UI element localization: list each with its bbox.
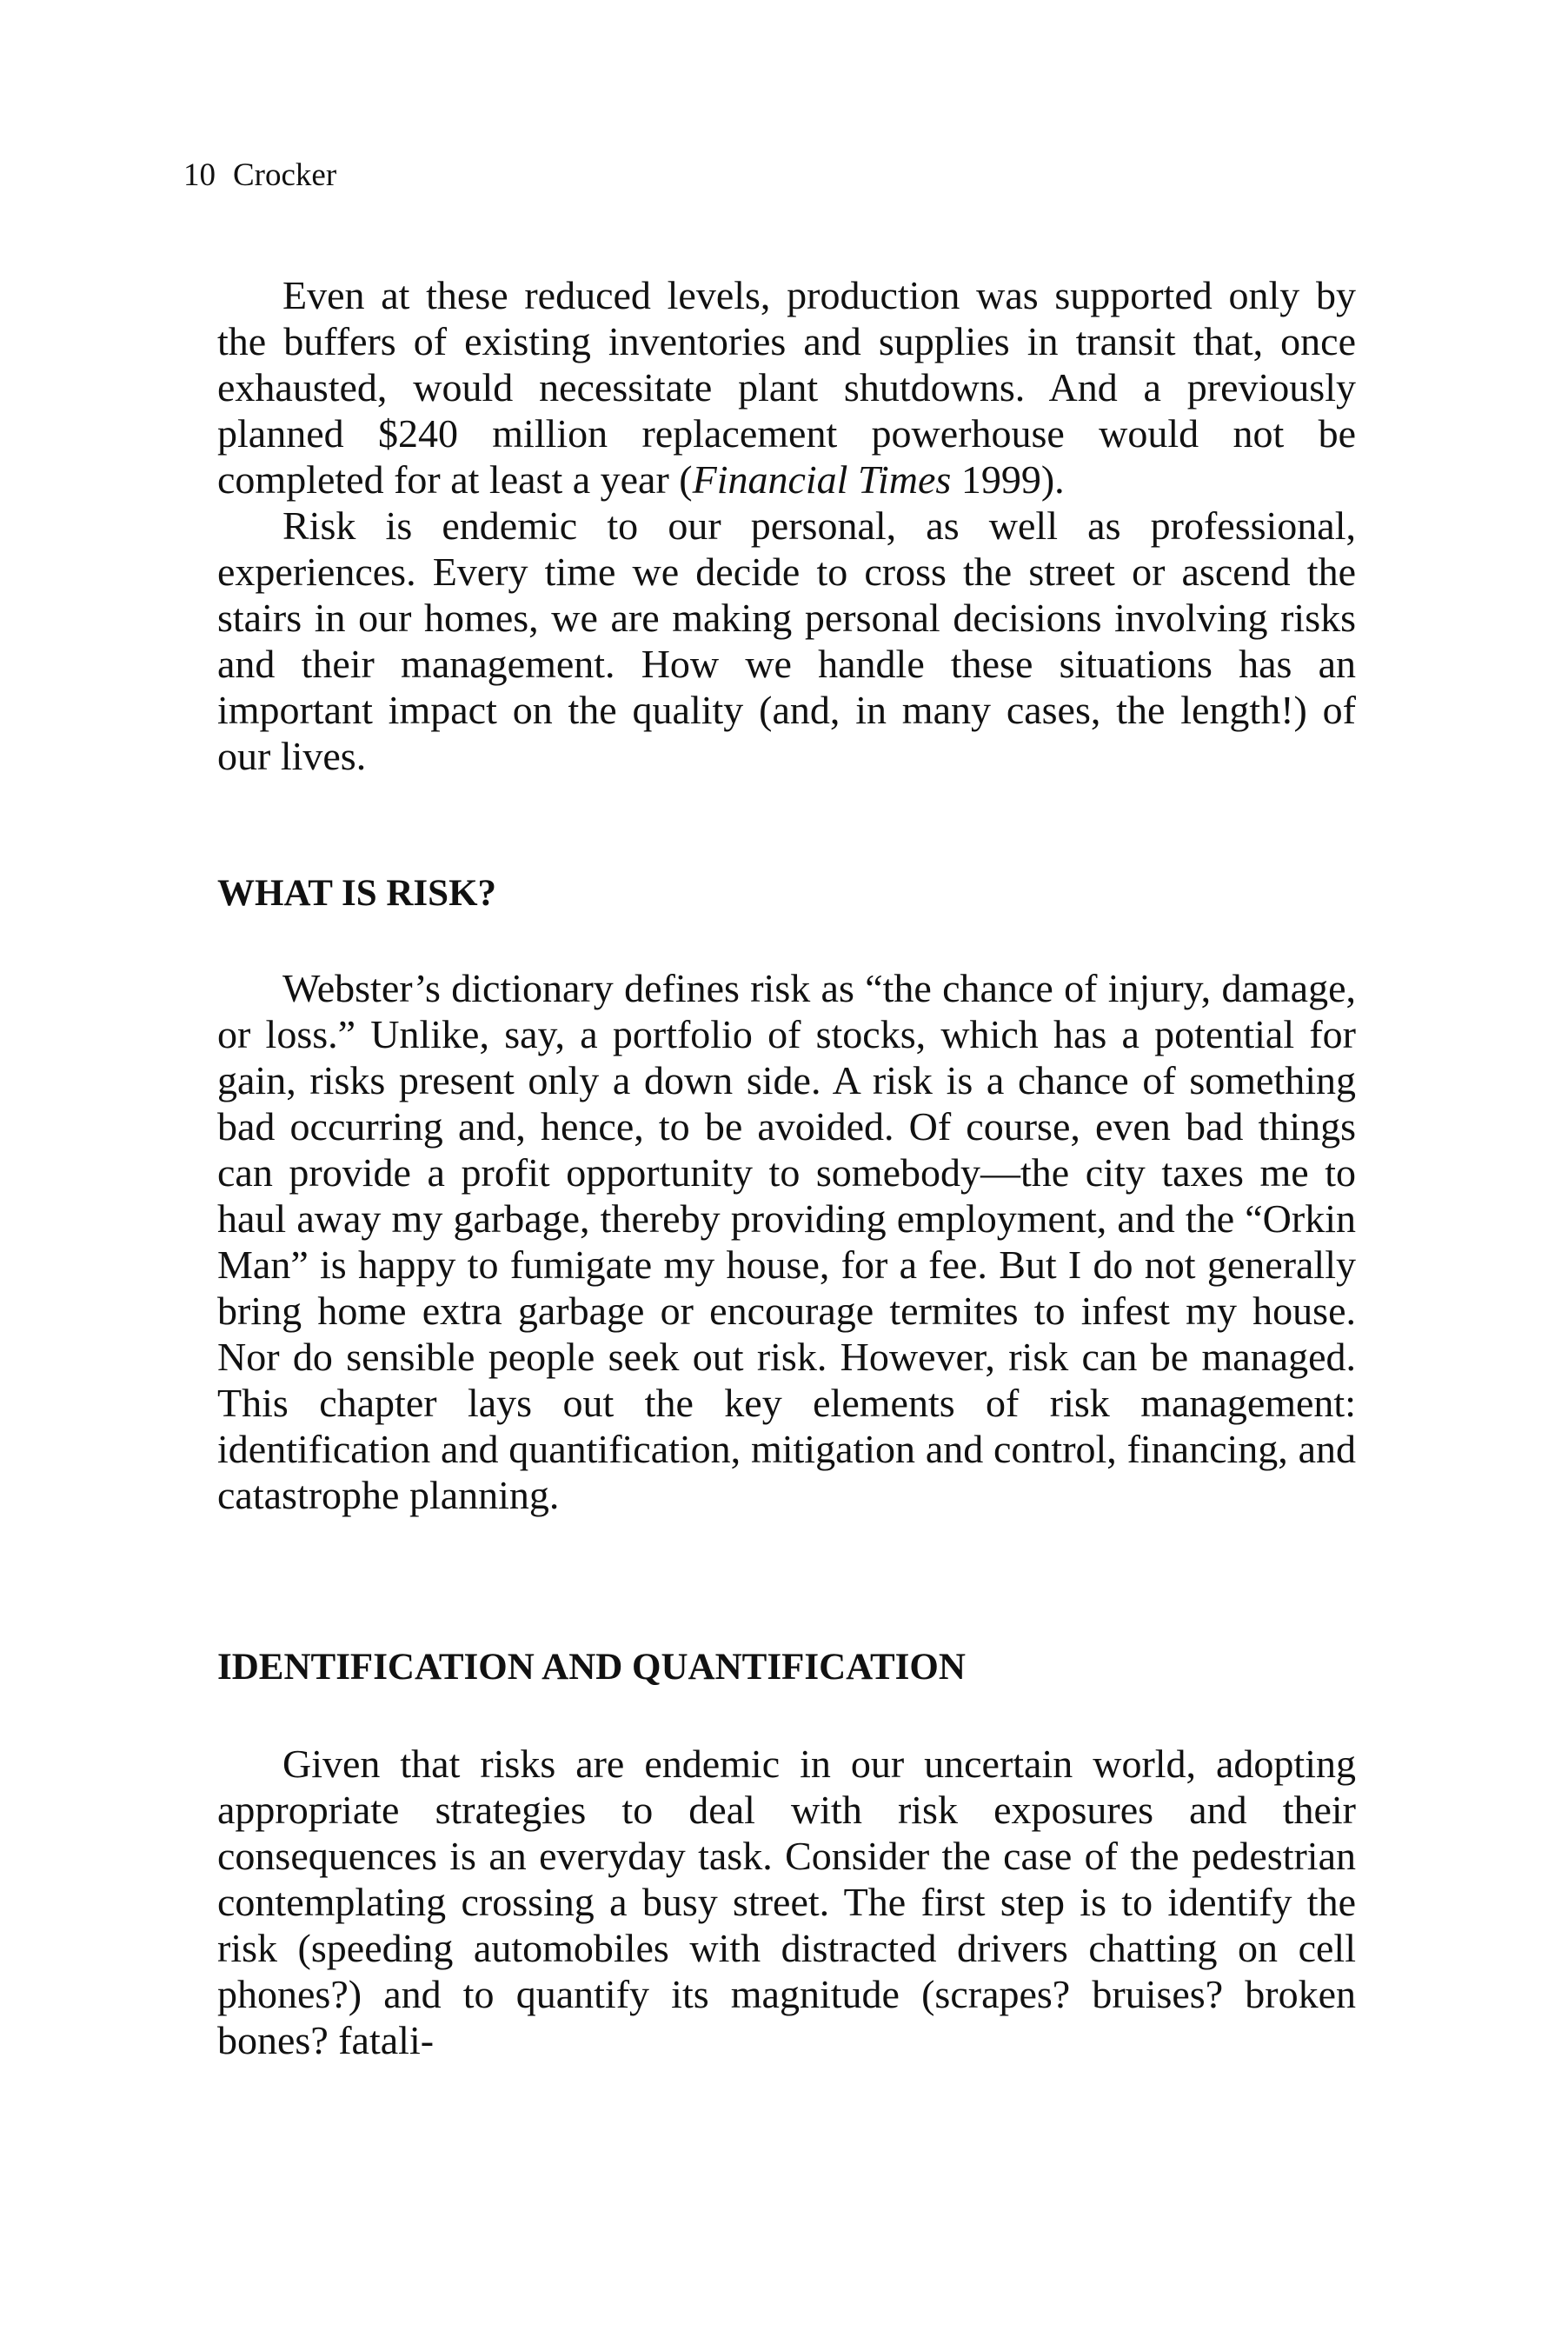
paragraph: Webster’s dictionary defines risk as “the chance of injury, damage, or loss.” Unlike, say, a portfolio of stocks, which has a potential for gain, risks present only a down side. A risk is a chance of something bad occurring and, hence, to be avoided. Of course, even bad things can provide a profit opportunity to somebody—the city taxes me to haul away my garbage, thereby providing employment, and the “Orkin Man” is happy to fumigate my house, for a fee. But I do not generally bring home extra garbage or encourage termites to infest my house. Nor do sensible people seek out risk. However, risk can be managed. This chapter lays out the key elements of risk management: identification and quantification, mitigation and control, financing, and catastrophe planning. xyxy=(217,966,1356,1517)
section-body-what-is-risk xyxy=(217,965,1356,1518)
paragraph-text: 1999). xyxy=(951,457,1065,502)
paragraph xyxy=(217,272,1356,503)
running-head xyxy=(183,155,336,196)
citation-source: Financial Times xyxy=(692,457,952,502)
section-heading-what-is-risk: WHAT IS RISK? xyxy=(217,873,497,914)
paragraph: Given that risks are endemic in our uncertain world, adopting appropriate strategies to deal with risk exposures and their consequences is an everyday task. Consider the case of the pedestrian contemplating crossing a busy street. The first step is to identify the risk (speeding automobiles with distracted drivers chatting on cell phones?) and to quantify its magnitude (scrapes? bruises? broken bones? fatali- xyxy=(217,1742,1356,2062)
running-head-author: Crocker xyxy=(233,157,337,193)
page-number: 10 xyxy=(183,157,216,193)
section-heading-identification: IDENTIFICATION AND QUANTIFICATION xyxy=(217,1647,966,1688)
opening-text-block xyxy=(217,272,1356,779)
paragraph: Risk is endemic to our personal, as well as professional, experiences. Every time we decide to cross the street or ascend the stairs in our homes, we are making personal decisions involving risks and their management. How we handle these situations has an important impact on the quality (and, in many cases, the length!) of our lives. xyxy=(217,503,1356,778)
paragraph-text: Even at these reduced levels, production was supported only by the buffers of existing inventories and supplies in transit that, once exhausted, would necessitate plant shutdowns. And a previously planned $240 million replacement powerhouse would not be completed for at least a year ( xyxy=(217,273,1356,502)
section-body-identification xyxy=(217,1741,1356,2063)
